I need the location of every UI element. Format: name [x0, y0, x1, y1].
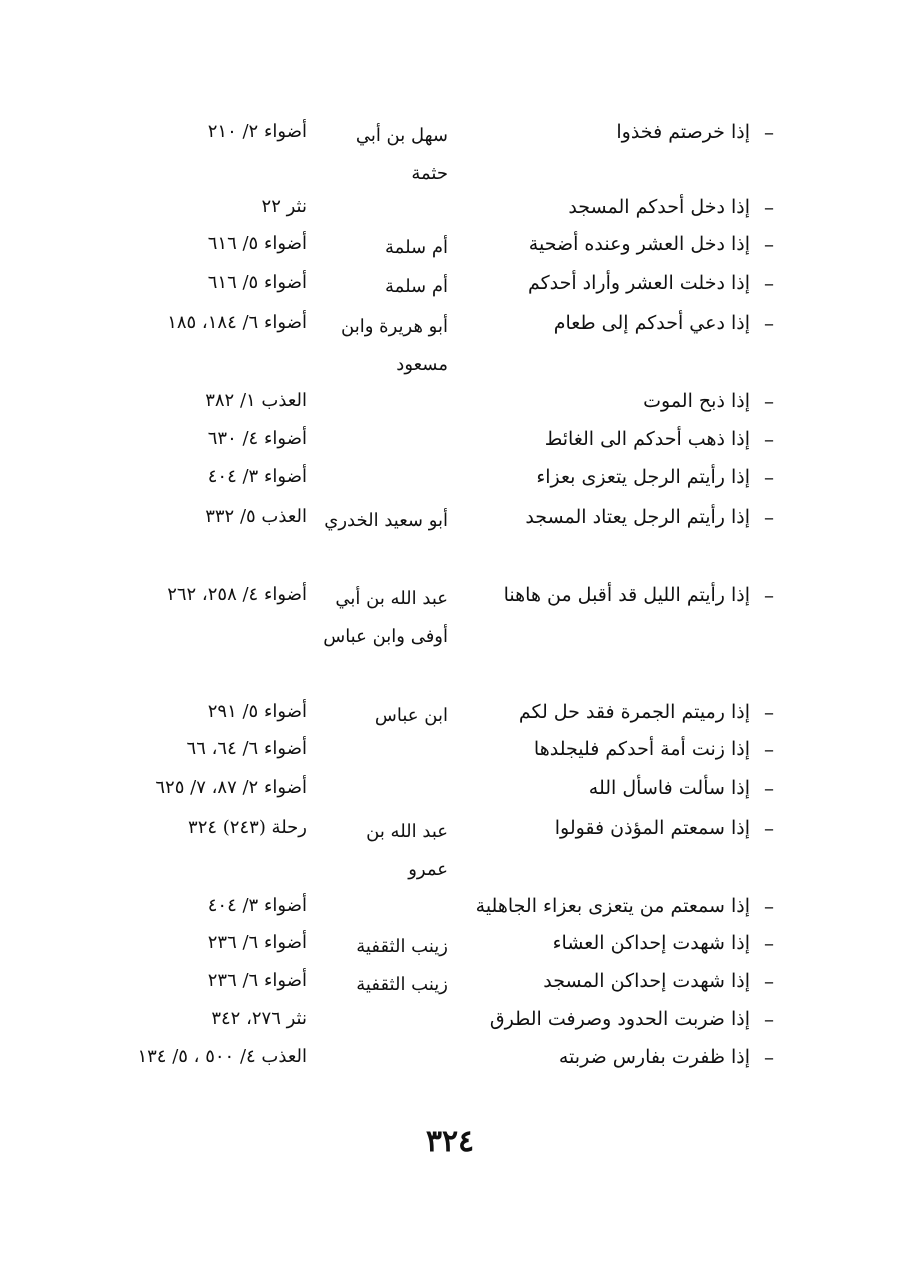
narrator-text: ابن عباس: [374, 705, 448, 726]
list-bullet: –: [764, 427, 774, 451]
list-bullet: –: [764, 583, 774, 607]
list-bullet: –: [764, 195, 774, 219]
list-item: [0, 891, 900, 928]
list-item: [0, 117, 900, 184]
source-reference: نثر ٢٧٦، ٣٤٢: [211, 1008, 307, 1029]
list-bullet: –: [764, 931, 774, 955]
list-bullet: –: [764, 120, 774, 144]
list-item: [0, 229, 900, 266]
hadith-text: إذا سمعتم من يتعزى بعزاء الجاهلية: [475, 895, 750, 917]
list-bullet: –: [764, 969, 774, 993]
list-bullet: –: [764, 232, 774, 256]
list-item: [0, 813, 900, 880]
narrator-text: عبد الله بن عمرو: [366, 821, 448, 880]
hadith-text: إذا دخل أحدكم المسجد: [568, 196, 750, 218]
narrator-text: أبو هريرة وابن مسعود: [341, 316, 448, 375]
source-reference: أضواء ٤/ ٢٥٨، ٢٦٢: [167, 584, 307, 605]
source-reference: أضواء ٦/ ٢٣٦: [207, 970, 307, 991]
hadith-text: إذا زنت أمة أحدكم فليجلدها: [533, 738, 750, 760]
narrator-text: أم سلمة: [385, 276, 448, 297]
list-item: [0, 424, 900, 461]
hadith-text: إذا دخلت العشر وأراد أحدكم: [527, 272, 750, 294]
narrator-text: سهل بن أبي حثمة: [355, 125, 448, 184]
source-reference: العذب ١/ ٣٨٢: [205, 390, 307, 411]
narrator-text: زينب الثقفية: [356, 936, 448, 957]
list-bullet: –: [764, 816, 774, 840]
list-bullet: –: [764, 311, 774, 335]
list-item: [0, 966, 900, 1003]
list-bullet: –: [764, 389, 774, 413]
hadith-text: إذا ضربت الحدود وصرفت الطرق: [489, 1008, 750, 1030]
list-bullet: –: [764, 1007, 774, 1031]
source-reference: أضواء ٦/ ١٨٤، ١٨٥: [167, 312, 307, 333]
hadith-text: إذا خرصتم فخذوا: [616, 121, 750, 143]
list-item: [0, 386, 900, 423]
list-bullet: –: [764, 1045, 774, 1069]
list-bullet: –: [764, 271, 774, 295]
hadith-text: إذا دخل العشر وعنده أضحية: [528, 233, 750, 255]
hadith-text: إذا ذهب أحدكم الى الغائط: [544, 428, 750, 450]
source-reference: رحلة (٢٤٣) ٣٢٤: [188, 817, 307, 838]
list-bullet: –: [764, 894, 774, 918]
list-item: [0, 734, 900, 771]
narrator-text: أم سلمة: [385, 237, 448, 258]
narrator-text: زينب الثقفية: [356, 974, 448, 995]
page-number: ٣٢٤: [425, 1124, 475, 1159]
list-item: [0, 773, 900, 810]
source-reference: أضواء ٦/ ٢٣٦: [207, 932, 307, 953]
source-reference: أضواء ٢/ ٨٧، ٧/ ٦٢٥: [155, 777, 307, 798]
list-item: [0, 580, 900, 647]
narrator-text: أبو سعيد الخدري: [324, 510, 448, 531]
hadith-text: إذا شهدت إحداكن المسجد: [543, 970, 750, 992]
list-item: [0, 1004, 900, 1041]
list-item: [0, 308, 900, 375]
hadith-text: إذا شهدت إحداكن العشاء: [552, 932, 750, 954]
source-reference: العذب ٥/ ٣٣٢: [205, 506, 307, 527]
hadith-text: إذا سمعتم المؤذن فقولوا: [554, 817, 750, 839]
hadith-text: إذا ذبح الموت: [643, 390, 750, 412]
list-bullet: –: [764, 465, 774, 489]
list-item: [0, 462, 900, 499]
hadith-text: إذا سألت فاسأل الله: [588, 777, 750, 799]
list-bullet: –: [764, 737, 774, 761]
hadith-text: إذا رأيتم الرجل يتعزى بعزاء: [536, 466, 750, 488]
source-reference: أضواء ٤/ ٦٣٠: [207, 428, 307, 449]
list-bullet: –: [764, 505, 774, 529]
list-item: [0, 697, 900, 734]
hadith-text: إذا رميتم الجمرة فقد حل لكم: [518, 701, 750, 723]
source-reference: أضواء ٣/ ٤٠٤: [207, 466, 307, 487]
narrator-text: عبد الله بن أبي أوفى وابن عباس: [323, 588, 448, 647]
list-bullet: –: [764, 776, 774, 800]
source-reference: أضواء ٦/ ٦٤، ٦٦: [186, 738, 307, 759]
list-item: [0, 1042, 900, 1079]
hadith-text: إذا رأيتم الليل قد أقبل من هاهنا: [503, 584, 750, 606]
hadith-text: إذا ظفرت بفارس ضربته: [558, 1046, 750, 1068]
list-item: [0, 928, 900, 965]
list-item: [0, 268, 900, 305]
source-reference: أضواء ٥/ ٦١٦: [207, 272, 307, 293]
source-reference: أضواء ٣/ ٤٠٤: [207, 895, 307, 916]
hadith-text: إذا دعي أحدكم إلى طعام: [553, 312, 750, 334]
hadith-text: إذا رأيتم الرجل يعتاد المسجد: [525, 506, 750, 528]
source-reference: أضواء ٥/ ٦١٦: [207, 233, 307, 254]
source-reference: أضواء ٢/ ٢١٠: [207, 121, 307, 142]
list-item: [0, 192, 900, 229]
source-reference: نثر ٢٢: [261, 196, 307, 217]
list-item: [0, 502, 900, 539]
source-reference: أضواء ٥/ ٢٩١: [207, 701, 307, 722]
source-reference: العذب ٤/ ٥٠٠ ، ٥/ ١٣٤: [137, 1046, 307, 1067]
list-bullet: –: [764, 700, 774, 724]
